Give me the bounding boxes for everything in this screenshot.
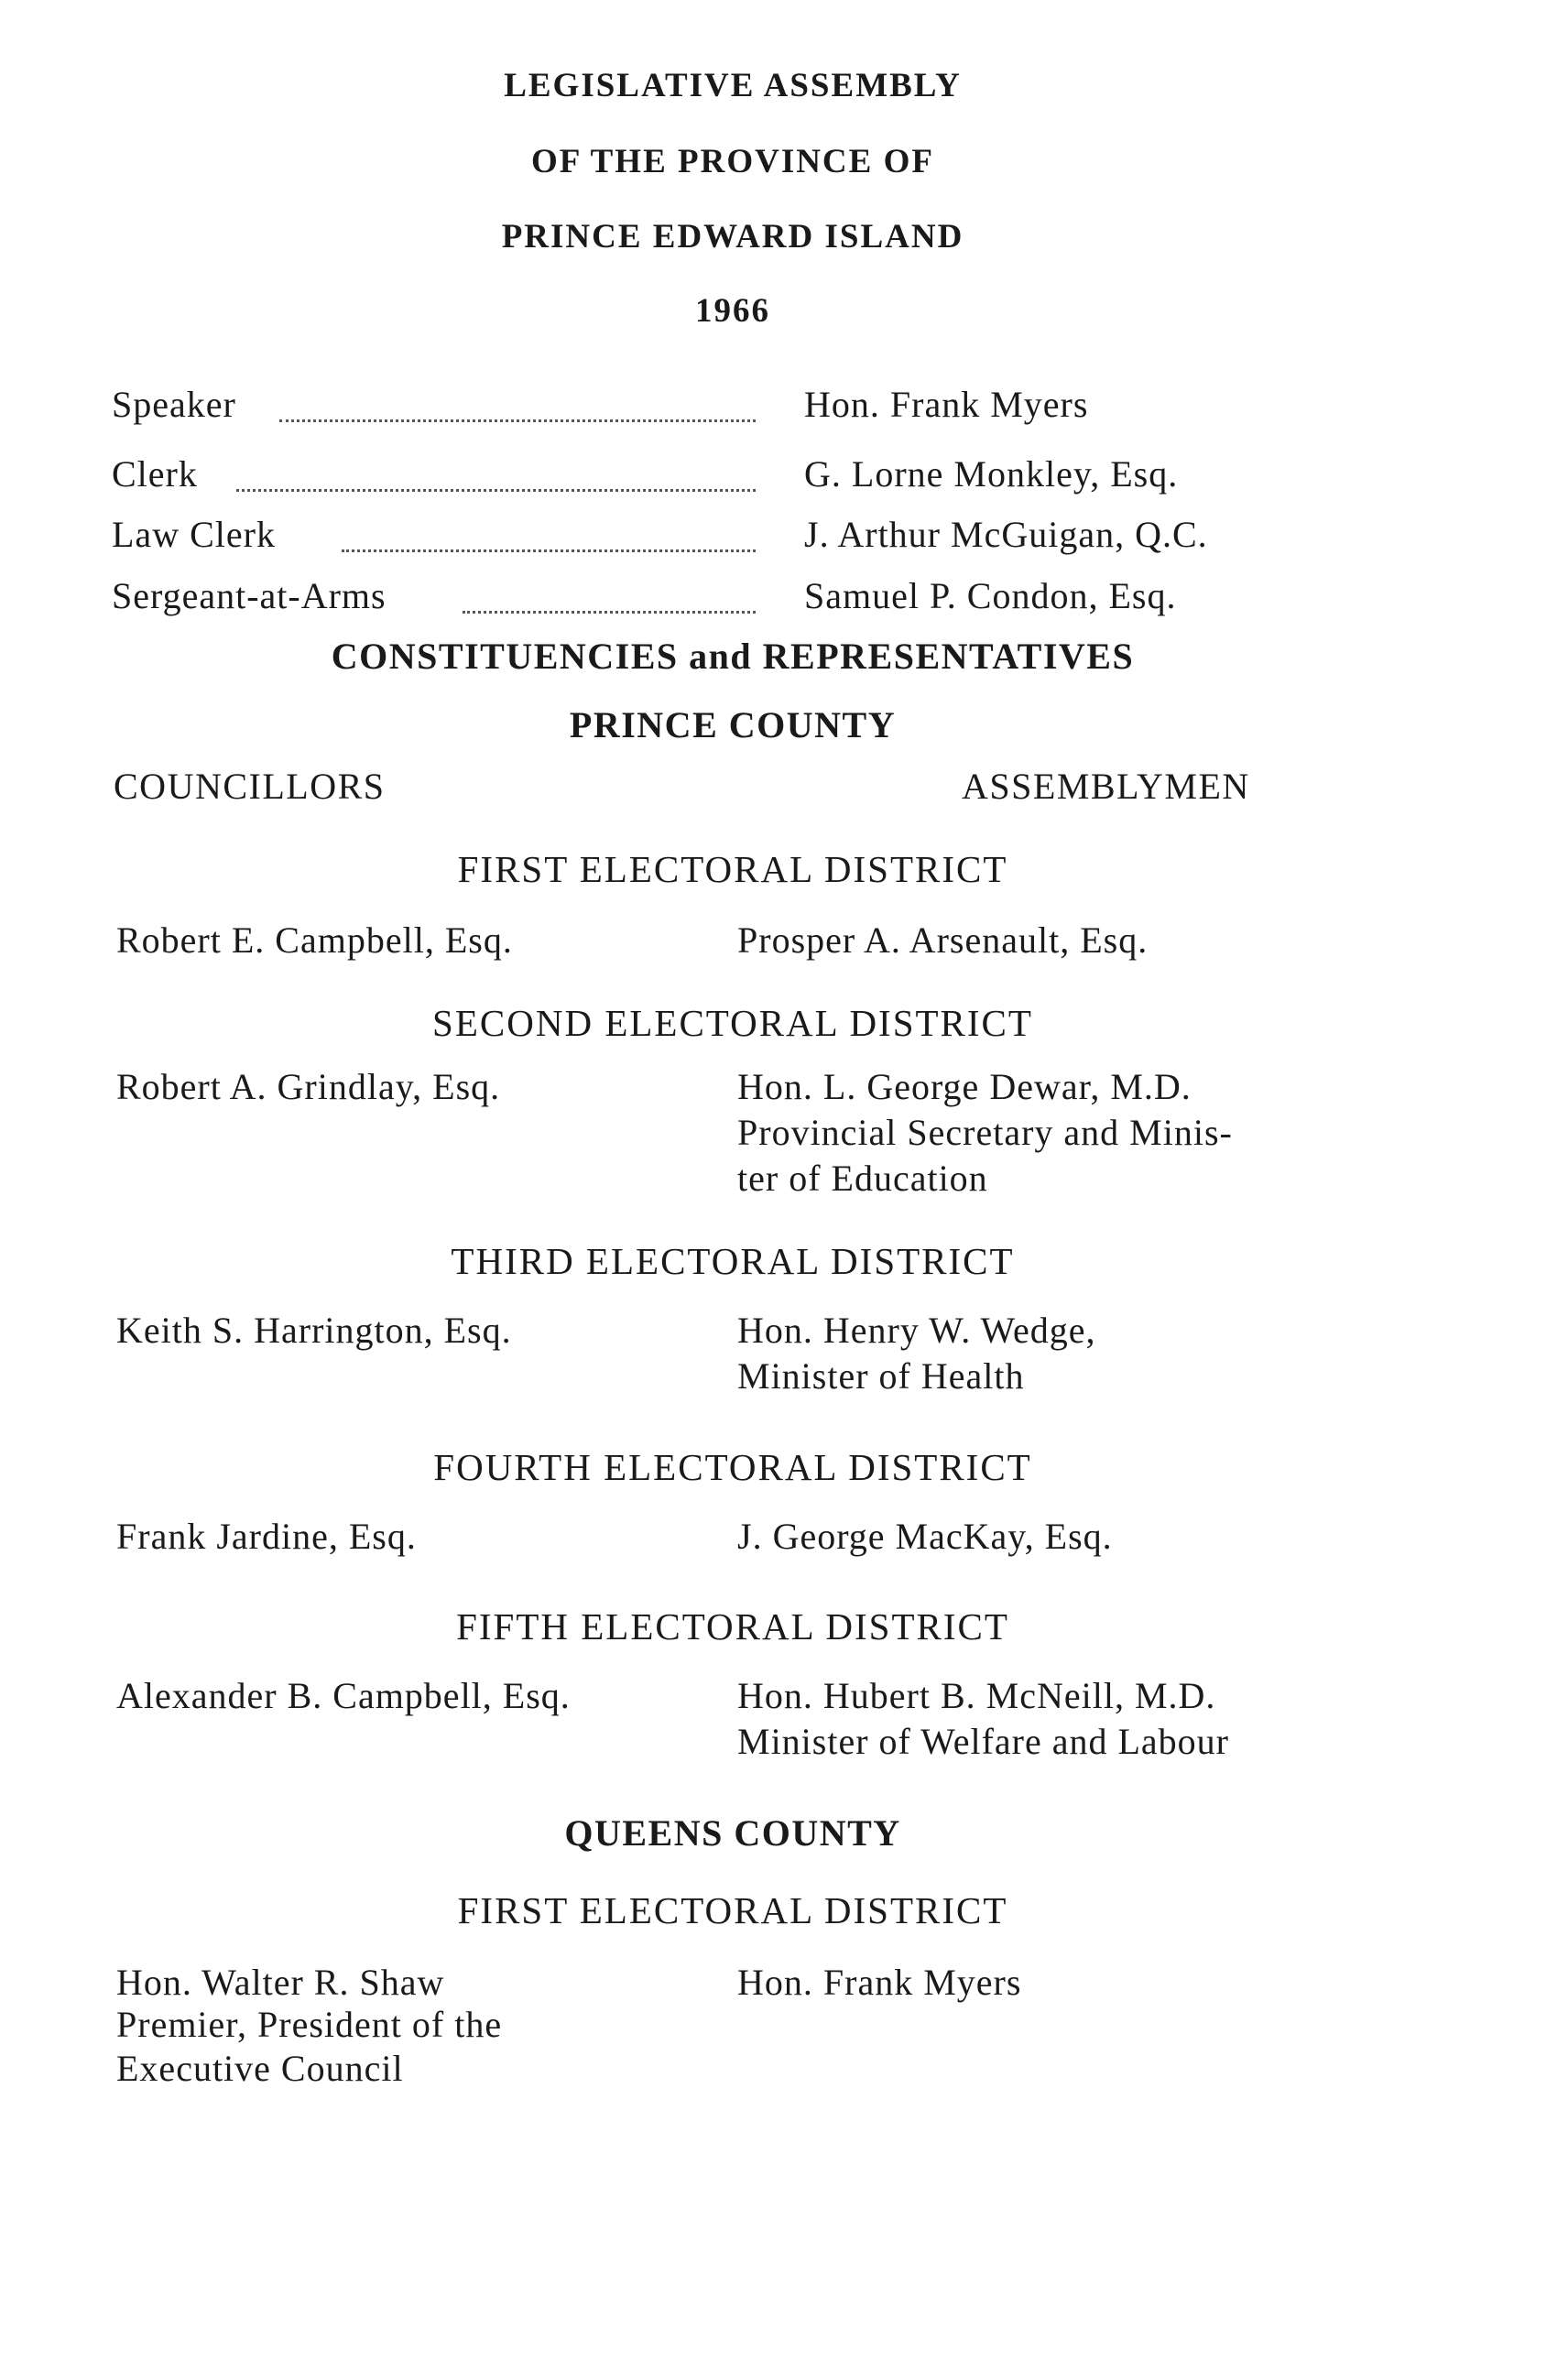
title-line-3: PRINCE EDWARD ISLAND: [501, 218, 964, 256]
column-header-assemblymen: ASSEMBLYMEN: [962, 766, 1250, 807]
leader-dots: [463, 611, 756, 614]
officer-name-speaker: Hon. Frank Myers: [804, 384, 1089, 425]
officer-role-sergeant-at-arms: Sergeant-at-Arms: [112, 575, 387, 616]
officer-role-speaker: Speaker: [112, 384, 236, 425]
officer-name-clerk: G. Lorne Monkley, Esq.: [804, 453, 1179, 495]
councillor-name: Frank Jardine, Esq.: [116, 1516, 417, 1557]
officer-role-law-clerk: Law Clerk: [112, 514, 276, 555]
assemblyman-name: Hon. Frank Myers: [737, 1962, 1022, 2003]
county-title-prince: PRINCE COUNTY: [569, 704, 897, 745]
leader-dots: [279, 419, 756, 422]
councillor-name: Hon. Walter R. Shaw: [116, 1962, 445, 2003]
district-heading: SECOND ELECTORAL DISTRICT: [432, 1002, 1033, 1044]
title-year: 1966: [695, 292, 770, 330]
leader-dots: [236, 489, 756, 492]
assemblyman-role: Minister of Welfare and Labour: [737, 1721, 1229, 1762]
title-line-1: LEGISLATIVE ASSEMBLY: [504, 67, 962, 104]
councillor-role: Executive Council: [116, 2048, 404, 2089]
assemblyman-role: ter of Education: [737, 1158, 988, 1199]
officer-name-law-clerk: J. Arthur McGuigan, Q.C.: [804, 514, 1208, 555]
district-heading: FIFTH ELECTORAL DISTRICT: [456, 1605, 1009, 1648]
councillor-name: Robert A. Grindlay, Esq.: [116, 1066, 501, 1107]
councillor-name: Robert E. Campbell, Esq.: [116, 919, 513, 961]
district-heading: FIRST ELECTORAL DISTRICT: [457, 848, 1008, 890]
column-header-councillors: COUNCILLORS: [114, 766, 386, 807]
councillor-name: Keith S. Harrington, Esq.: [116, 1310, 512, 1351]
district-heading: FIRST ELECTORAL DISTRICT: [457, 1889, 1008, 1931]
assemblyman-name: Hon. Hubert B. McNeill, M.D.: [737, 1675, 1216, 1716]
leader-dots: [342, 549, 756, 552]
officer-role-clerk: Clerk: [112, 453, 198, 495]
county-title-queens: QUEENS COUNTY: [564, 1812, 901, 1854]
assemblyman-name: J. George MacKay, Esq.: [737, 1516, 1113, 1557]
title-line-2: OF THE PROVINCE OF: [531, 143, 934, 180]
councillor-role: Premier, President of the: [116, 2004, 503, 2045]
assemblyman-name: Hon. Henry W. Wedge,: [737, 1310, 1096, 1351]
section-title: CONSTITUENCIES and REPRESENTATIVES: [331, 636, 1135, 677]
officer-name-sergeant-at-arms: Samuel P. Condon, Esq.: [804, 575, 1177, 616]
assemblyman-role: Minister of Health: [737, 1355, 1025, 1397]
assemblyman-name: Prosper A. Arsenault, Esq.: [737, 919, 1149, 961]
assemblyman-role: Provincial Secretary and Minis-: [737, 1112, 1233, 1153]
councillor-name: Alexander B. Campbell, Esq.: [116, 1675, 571, 1716]
assemblyman-name: Hon. L. George Dewar, M.D.: [737, 1066, 1192, 1107]
district-heading: FOURTH ELECTORAL DISTRICT: [433, 1446, 1032, 1488]
district-heading: THIRD ELECTORAL DISTRICT: [451, 1240, 1015, 1282]
